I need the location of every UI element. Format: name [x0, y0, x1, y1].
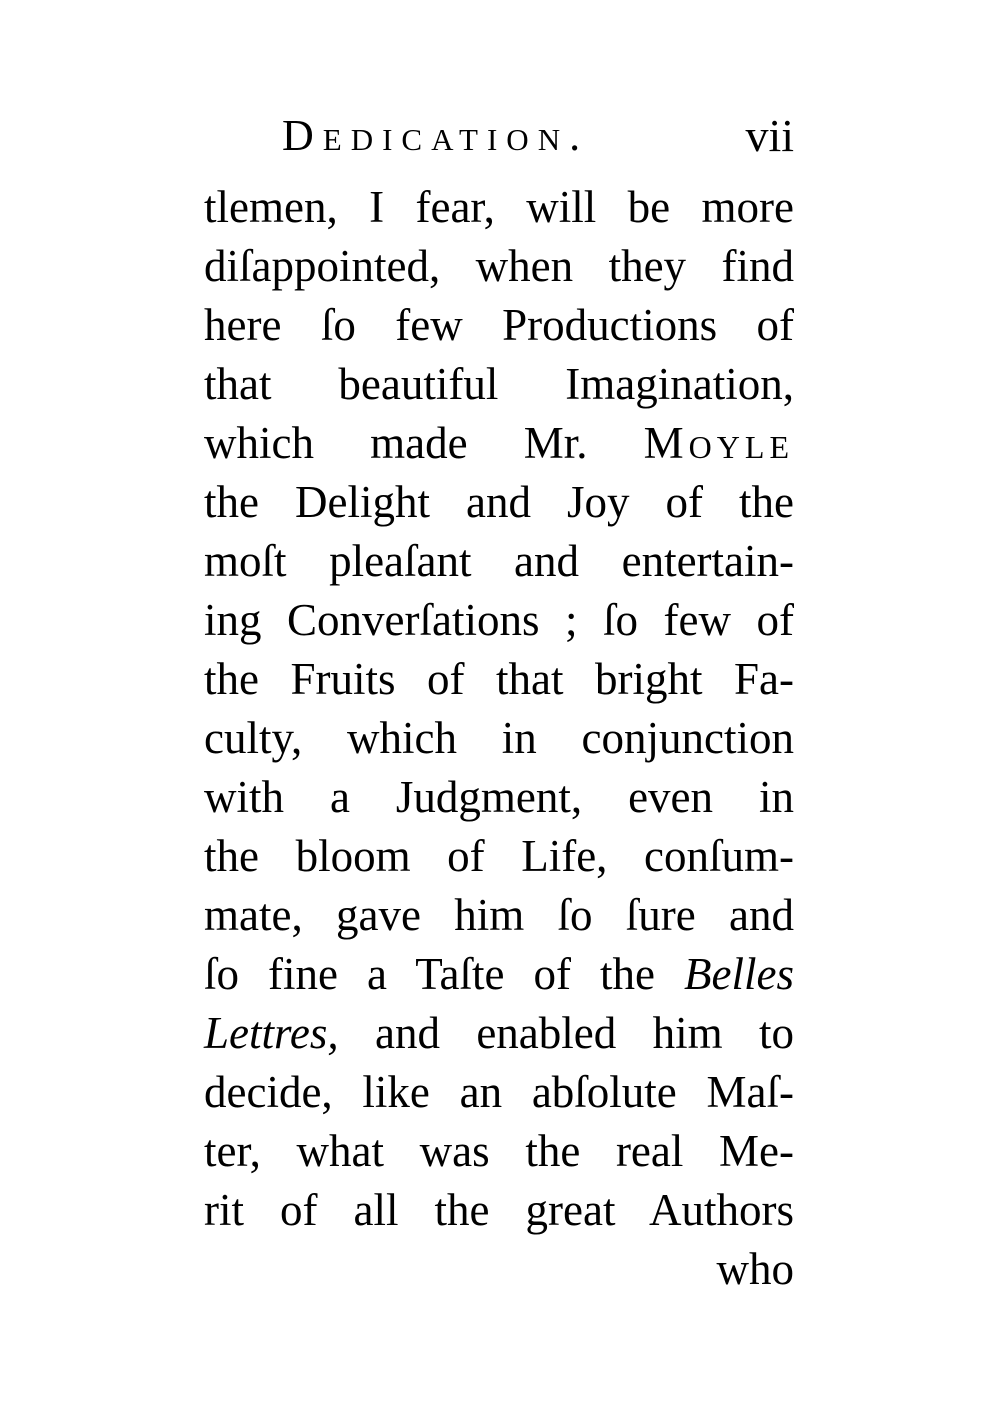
- text-line-14-start: ſo fine a Taſte of the: [204, 949, 685, 999]
- text-line-3: here ſo few Productions of: [204, 300, 794, 350]
- text-line-10: culty, which in conjunction: [204, 713, 794, 763]
- text-line-15: [204, 1004, 794, 1063]
- body-text: [204, 178, 794, 1299]
- text-line-17: ter, what was the real Me-: [204, 1126, 794, 1176]
- text-line-5: [204, 414, 794, 473]
- text-line-18: rit of all the great Authors: [204, 1185, 794, 1235]
- italic-lettres: Lettres,: [204, 1008, 339, 1058]
- running-head: [282, 106, 794, 166]
- catchword: who: [716, 1244, 794, 1294]
- text-line-5-start: which made Mr.: [204, 418, 644, 468]
- text-line-15-end: and enabled him to: [338, 1008, 794, 1058]
- text-line-2: diſappointed, when they find: [204, 241, 794, 291]
- name-moyle: Moyle: [643, 418, 794, 468]
- text-line-13: mate, gave him ſo ſure and: [204, 890, 794, 940]
- text-line-16: decide, like an abſolute Maſ-: [204, 1067, 794, 1117]
- text-line-8: ing Converſations ; ſo few of: [204, 595, 794, 645]
- text-line-14: [204, 945, 794, 1004]
- text-line-12: the bloom of Life, conſum-: [204, 831, 794, 881]
- page-number: vii: [745, 110, 794, 161]
- text-line-4: that beautiful Imagination,: [204, 359, 794, 409]
- running-head-title: Dedication.: [282, 111, 590, 160]
- text-line-9: the Fruits of that bright Fa-: [204, 654, 794, 704]
- text-line-7: moſt pleaſant and entertain-: [204, 536, 794, 586]
- text-line-6: the Delight and Joy of the: [204, 477, 794, 527]
- text-line-1: tlemen, I fear, will be more: [204, 182, 794, 232]
- text-line-11: with a Judgment, even in: [204, 772, 794, 822]
- italic-belles: Belles: [684, 949, 794, 999]
